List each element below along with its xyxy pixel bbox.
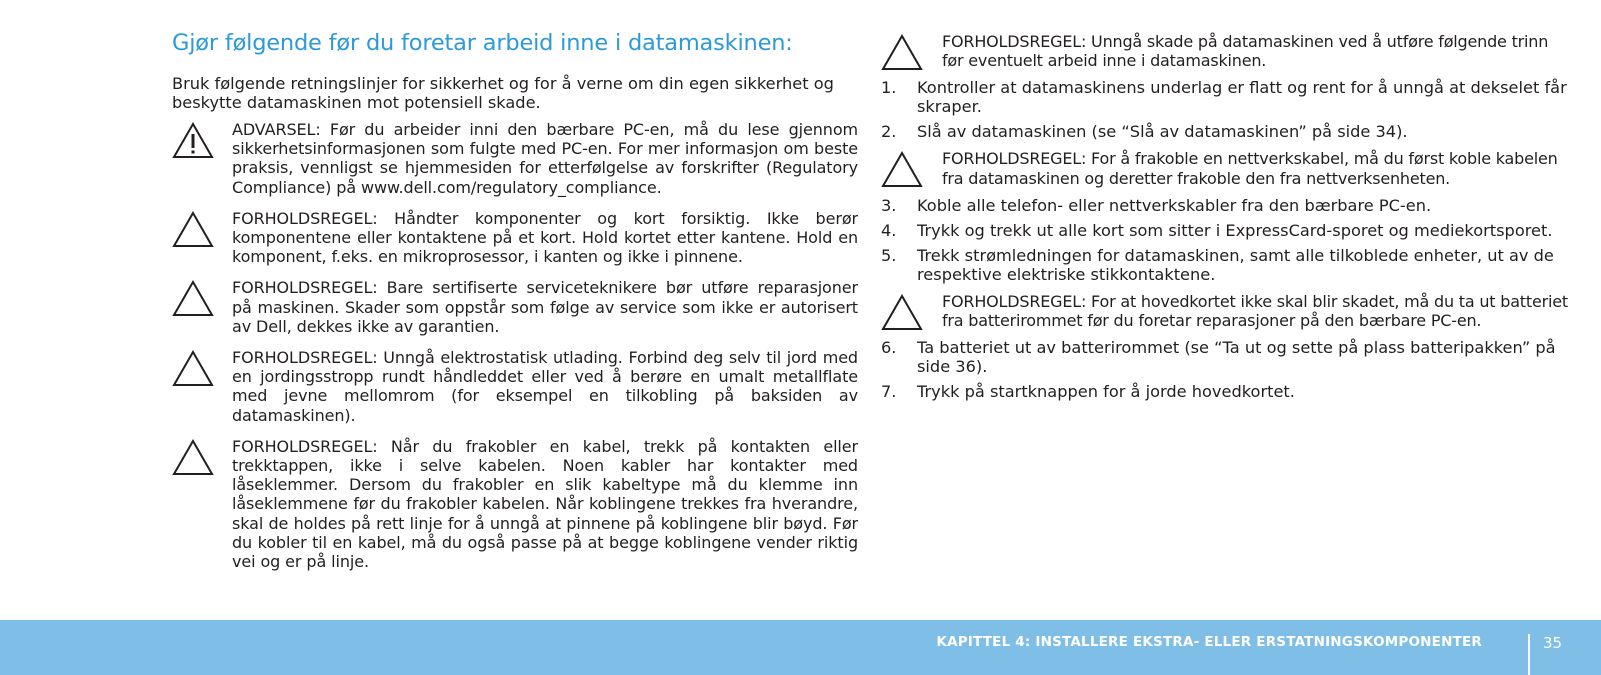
- caution-notice: [172, 278, 858, 336]
- step-text: Trykk på startknappen for å jorde hovedkortet.: [917, 382, 1295, 402]
- caution-notice: [881, 32, 1571, 70]
- caution-notice: [172, 348, 858, 425]
- list-item: [881, 338, 1571, 376]
- caution-text: FORHOLDSREGEL: For å frakoble en nettverkskabel, må du først koble kabelen fra datamaskinen og deretter frakoble den fra nettverksenheten.: [942, 149, 1558, 188]
- page-footer: [0, 620, 1601, 675]
- caution-text: FORHOLDSREGEL: Bare sertifiserte serviceteknikere bør utføre reparasjoner på maskinen. Skader som oppstår som følge av service som ikke er autorisert av Dell, dekkes ikke av garantien.: [232, 278, 858, 336]
- caution-notice: [881, 149, 1571, 187]
- step-number: 5.: [881, 245, 897, 265]
- caution-triangle-icon: [172, 280, 214, 318]
- warning-text: ADVARSEL: Før du arbeider inni den bærbare PC-en, må du lese gjennom sikkerhetsinformasjonen som fulgte med PC-en. For mer informasjon om beste praksis, vennligst se hjemmesiden for etterfølgelse av forskrifter (Regulatory Compliance) på www.dell.com/regulatory_compliance.: [232, 120, 858, 197]
- right-column: [881, 32, 1571, 409]
- step-text: Kontroller at datamaskinens underlag er flatt og rent for å unngå at dekselet får skraper.: [917, 78, 1567, 117]
- step-number: 7.: [881, 382, 897, 402]
- caution-notice: [172, 437, 858, 571]
- list-item: [881, 196, 1571, 215]
- steps-list: [881, 338, 1571, 401]
- caution-text: FORHOLDSREGEL: Unngå skade på datamaskinen ved å utføre følgende trinn før eventuelt arbeid inne i datamaskinen.: [942, 32, 1549, 71]
- step-number: 1.: [881, 78, 897, 98]
- list-item: [881, 382, 1571, 401]
- step-number: 4.: [881, 220, 897, 240]
- list-item: [881, 246, 1571, 284]
- steps-list: [881, 78, 1571, 141]
- caution-text: FORHOLDSREGEL: For at hovedkortet ikke skal blir skadet, må du ta ut batteriet fra batterirommet før du foretar reparasjoner på den bærbare PC-en.: [942, 291, 1568, 331]
- caution-notice: [172, 209, 858, 267]
- warning-notice: [172, 120, 858, 197]
- page-heading: Gjør følgende før du foretar arbeid inne i datamaskinen:: [172, 30, 793, 56]
- step-text: Koble alle telefon- eller nettverkskabler fra den bærbare PC-en.: [917, 195, 1432, 215]
- caution-triangle-icon: [881, 151, 923, 189]
- page-number: 35: [1543, 634, 1563, 652]
- intro-paragraph: Bruk følgende retningslinjer for sikkerhet og for å verne om din egen sikkerhet og beskytte datamaskinen mot potensiell skade.: [172, 74, 834, 112]
- caution-text: FORHOLDSREGEL: Når du frakobler en kabel, trekk på kontakten eller trekktappen, ikke i selve kabelen. Noen kabler har kontakter med låseklemmer. Dersom du frakobler en slik kabeltype må du klemme inn låseklemmene før du frakobler kabelen. Når koblingene trekkes fra hverandre, skal de holdes på rett linje for å unngå at pinnene på koblingene blir bøyd. Før du kobler til en kabel, må du også passe på at begge koblingene vender riktig vei og er på linje.: [232, 436, 858, 572]
- step-text: Ta batteriet ut av batterirommet (se “Ta ut og sette på plass batteripakken” på side 36).: [917, 338, 1556, 377]
- step-text: Slå av datamaskinen (se “Slå av datamaskinen” på side 34).: [917, 122, 1408, 142]
- caution-text: FORHOLDSREGEL: Håndter komponenter og kort forsiktig. Ikke berør komponentene eller kontaktene på et kort. Hold kortet etter kantene. Hold en komponent, f.eks. en mikroprosessor, i kanten og ikke i pinnene.: [232, 208, 858, 267]
- caution-triangle-icon: [172, 439, 214, 477]
- caution-triangle-icon: [172, 350, 214, 388]
- warning-exclamation-icon: [172, 122, 214, 160]
- left-column: [172, 28, 858, 583]
- footer-divider: [1528, 634, 1530, 675]
- caution-triangle-icon: [881, 34, 923, 72]
- steps-list: [881, 196, 1571, 284]
- caution-triangle-icon: [172, 211, 214, 249]
- list-item: [881, 122, 1571, 141]
- caution-text: FORHOLDSREGEL: Unngå elektrostatisk utlading. Forbind deg selv til jord med en jordingsstropp rundt håndleddet eller ved å berøre en umalt metallflate med jevne mellomrom (for eksempel en tilkobling på baksiden av datamaskinen).: [232, 348, 858, 425]
- caution-triangle-icon: [881, 294, 923, 332]
- chapter-title: KAPITTEL 4: INSTALLERE EKSTRA- ELLER ERSTATNINGSKOMPONENTER: [936, 634, 1482, 650]
- step-text: Trykk og trekk ut alle kort som sitter i ExpressCard-sporet og mediekortsporet.: [917, 220, 1553, 240]
- step-text: Trekk strømledningen for datamaskinen, samt alle tilkoblede enheter, ut av de respektive elektriske stikkontaktene.: [917, 245, 1554, 284]
- step-number: 6.: [881, 338, 897, 358]
- step-number: 3.: [881, 195, 897, 215]
- caution-notice: [881, 292, 1571, 330]
- step-number: 2.: [881, 122, 897, 142]
- list-item: [881, 221, 1571, 240]
- list-item: [881, 78, 1571, 116]
